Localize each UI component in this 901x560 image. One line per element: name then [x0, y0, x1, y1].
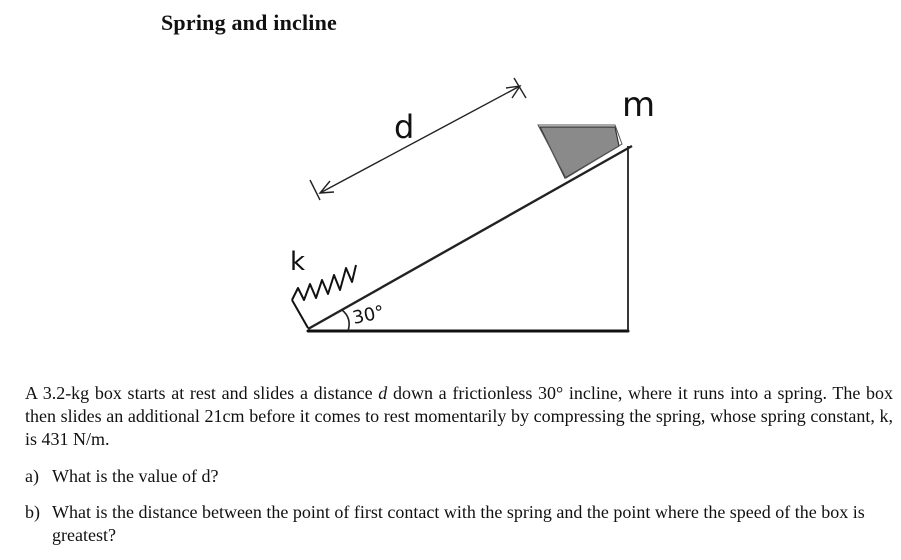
label-m: m [622, 85, 656, 125]
variable-d: d [378, 383, 388, 403]
question-b [25, 501, 893, 547]
question-letter: a) [25, 466, 39, 486]
angle-label: 30° [350, 301, 387, 329]
problem-statement [25, 382, 893, 451]
page-title: Spring and incline [161, 10, 337, 35]
angle-arc [342, 310, 349, 331]
question-list [25, 465, 893, 560]
label-k: k [290, 247, 306, 277]
question-text: What is the distance between the point of first contact with the spring and the point where the speed of the box is greatest? [52, 502, 865, 545]
question-text: What is the value of d? [52, 466, 219, 486]
box-mass [538, 125, 622, 178]
question-letter: b) [25, 502, 40, 522]
spring-base [292, 300, 308, 328]
incline-diagram [270, 70, 690, 350]
question-a [25, 465, 893, 488]
distance-arrow-line [320, 86, 520, 193]
label-d: d [394, 108, 415, 146]
tick-left [310, 180, 320, 200]
problem-text-part2: down a frictionless 30° incline, where it runs into a spring. The box then slides an additional 21cm before it comes to rest momentarily by compressing the spring, whose spring constant, k, is 431 N/m. [25, 383, 893, 449]
problem-text-part1: A 3.2-kg box starts at rest and slides a distance [25, 383, 379, 403]
